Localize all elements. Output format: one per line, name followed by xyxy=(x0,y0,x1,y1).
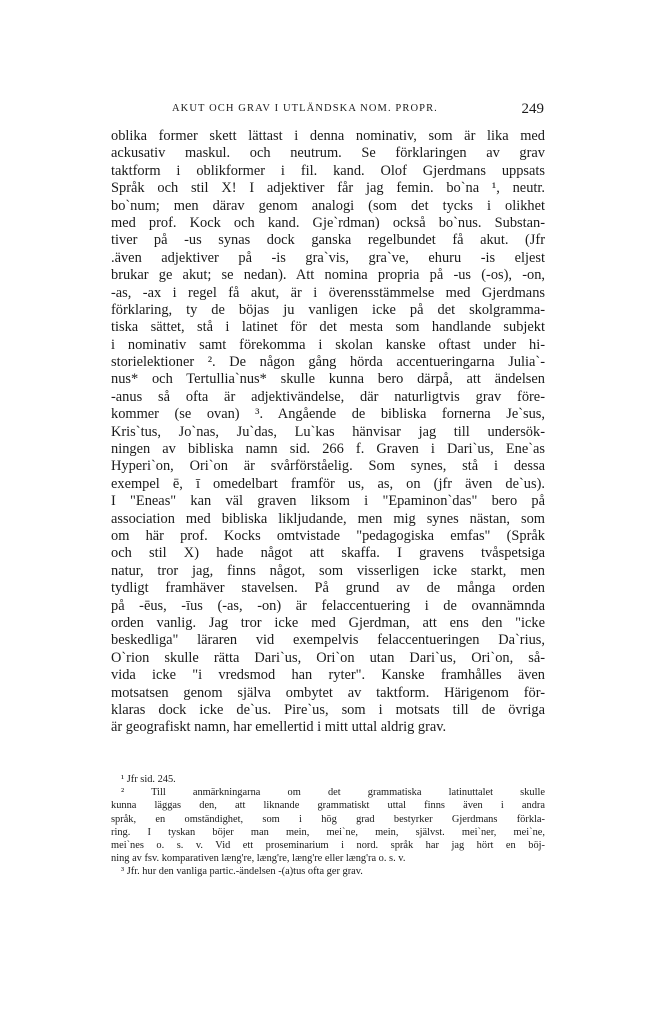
text-line: O`rion skulle rätta Dari`us, Ori`on utan Dari`us, Ori`on, så- xyxy=(111,649,545,666)
footnote-line: ning av fsv. komparativen læng're, læng're, læng're eller læng'ra o. s. v. xyxy=(111,853,406,865)
footnote-line: kunna läggas den, att liknande grammatiskt uttal finns även i andra xyxy=(111,800,545,812)
text-line: tiska sättet, stå i latinet för det mesta som handlande subjekt xyxy=(111,319,545,336)
text-line: .även adjektiver på -is gra`vis, gra`ve, ehuru -is eljest xyxy=(111,249,545,266)
body-text xyxy=(111,128,545,737)
footnotes xyxy=(111,773,545,879)
text-line: beskedliga" läraren vid exempelvis felaccentueringen Da`rius, xyxy=(111,632,545,649)
footnote-line: mei`nes o. s. v. Vid ett proseminarium i nord. språk har jag hört en böj- xyxy=(111,839,545,851)
footnote-line: ³ Jfr. hur den vanliga partic.-ändelsen -(a)tus ofta ger grav. xyxy=(121,866,363,878)
text-line: Språk och stil X! I adjektiver får jag femin. bo`na ¹, neutr. xyxy=(111,180,545,197)
text-line: tiver på -us synas dock ganska regelbundet få akut. (Jfr xyxy=(111,232,545,249)
text-line: på -ēus, -īus (-as, -on) är felaccentuering i de ovannämnda xyxy=(111,597,545,614)
page-header xyxy=(112,101,544,121)
text-line: -as, -ax i regel få akut, är i överensstämmelse med Gjerdmans xyxy=(111,284,545,301)
text-line: exempel ē, ī omedelbart framför us, as, on (jfr även de`us). xyxy=(111,475,545,492)
text-line: -anus så ofta är adjektivändelse, där naturligtvis grav före- xyxy=(111,388,545,405)
text-line: och stil X) hade något att skaffa. I gravens tvåspetsiga xyxy=(111,545,545,562)
text-line: taktform i oblikformer i fil. kand. Olof Gjerdmans uppsats xyxy=(111,162,545,179)
text-line: bo`num; men därav genom analogi (som det tycks i olikhet xyxy=(111,197,545,214)
text-line: I "Eneas" kan väl graven liksom i "Epaminon`das" bero på xyxy=(111,493,545,510)
running-title: AKUT OCH GRAV I UTLÄNDSKA NOM. PROPR. xyxy=(172,103,438,114)
text-line: nus* och Tertullia`nus* skulle kunna bero därpå, att ändelsen xyxy=(111,371,545,388)
text-line: med prof. Kock och kand. Gje`rdman) också bo`nus. Substan- xyxy=(111,214,545,231)
text-line: brukar ge akut; se nedan). Att nomina propria på -us (-os), -on, xyxy=(111,267,545,284)
footnote-line: språk, en omständighet, som i hög grad bestyrker Gjerdmans förkla- xyxy=(111,813,545,825)
text-line: ackusativ maskul. och neutrum. Se förklaringen av grav xyxy=(111,145,545,162)
text-line: klaras dock icke de`us. Pire`us, som i motsats till de övriga xyxy=(111,701,545,718)
footnote-line: ring. I tyskan böjer man mein, mei`ne, mein, självst. mei`ner, mei`ne, xyxy=(111,826,545,838)
text-line: är geografiskt namn, har emellertid i mitt uttal aldrig grav. xyxy=(111,719,447,736)
text-line: ningen av bibliska namn sid. 266 f. Graven i Dari`us, Ene`as xyxy=(111,441,545,458)
text-line: orden vanlig. Jag tror icke med Gjerdman, att ens den "icke xyxy=(111,614,545,631)
text-line: Kris`tus, Jo`nas, Ju`das, Lu`kas hänvisar jag till undersök- xyxy=(111,423,545,440)
text-line: motsatsen genom själva ombytet av taktform. Härigenom för- xyxy=(111,684,545,701)
page-number: 249 xyxy=(521,101,544,117)
text-line: vida icke "i vredsmod han ryter". Kanske framhålles även xyxy=(111,667,545,684)
text-line: storielektioner ². De någon gång hörda accentueringarna Julia`- xyxy=(111,354,545,371)
footnote-line: ¹ Jfr sid. 245. xyxy=(121,774,176,785)
footnote-line: ² Till anmärkningarna om det grammatiska latinuttalet skulle xyxy=(121,787,545,799)
text-line: tydligt framhäver stavelsen. På grund av de många orden xyxy=(111,580,545,597)
text-line: natur, tror jag, finns något, som visserligen icke starkt, men xyxy=(111,562,545,579)
text-line: Hyperi`on, Ori`on är svårförståelig. Som synes, stå i dessa xyxy=(111,458,545,475)
text-line: om här prof. Kocks omtvistade "pedagogiska emfas" (Språk xyxy=(111,527,545,544)
text-line: förklaring, ty de böjas ju vanligen icke på det skolgramma- xyxy=(111,301,545,318)
text-line: oblika former skett lättast i denna nominativ, som är lika med xyxy=(111,128,545,144)
text-line: kommer (se ovan) ³. Angående de bibliska fornerna Je`sus, xyxy=(111,406,545,423)
text-line: i nominativ samt förekomma i skolan kanske oftast under hi- xyxy=(111,336,545,353)
text-line: association med bibliska likljudande, men mig synes nästan, som xyxy=(111,510,545,527)
